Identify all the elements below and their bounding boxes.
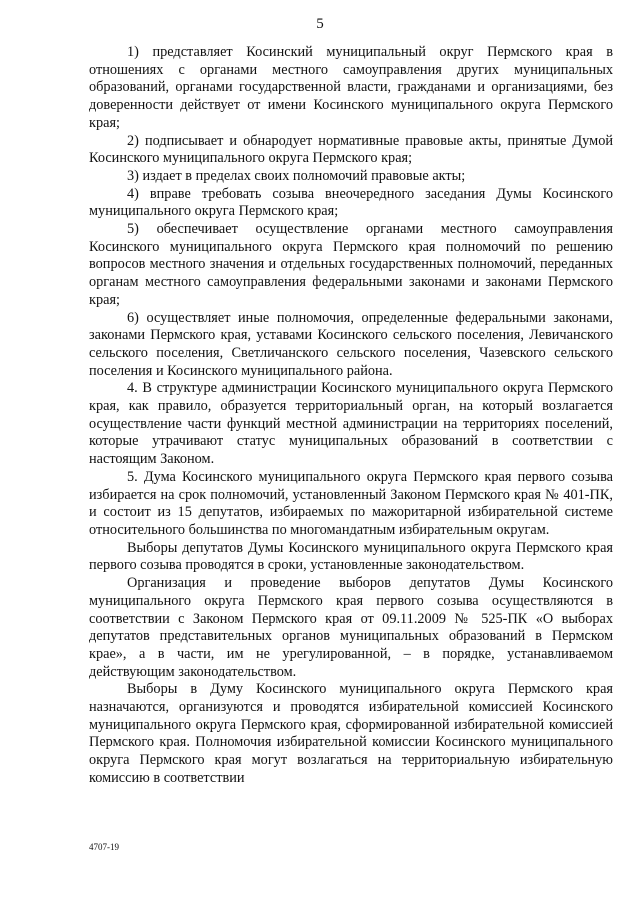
paragraph-1: 1) представляет Косинский муниципальный округ Пермского края в отношениях с органами местного самоуправления других муниципальных образований, органами государственной власти, гражданами и организациями, без доверенности действует от имени Косинского муниципального округа Пермского края; <box>89 44 613 131</box>
paragraph-2: 2) подписывает и обнародует нормативные правовые акты, принятые Думой Косинского муниципального округа Пермского края; <box>89 132 613 167</box>
paragraph-8: 5. Дума Косинского муниципального округа Пермского края первого созыва избирается на срок полномочий, установленный Законом Пермского края № 401-ПК, и состоит из 15 депутатов, избираемых по мажоритарной избирательной системе относительного большинства по многомандатным избирательным округам. <box>89 468 613 538</box>
paragraph-3: 3) издает в пределах своих полномочий правовые акты; <box>127 167 466 184</box>
paragraph-6: 6) осуществляет иные полномочия, определенные федеральными законами, законами Пермского края, уставами Косинского сельского поселения, Левичанского сельского поселения, Светличанского сельского поселения, Чазевского сельского поселения и Косинского муниципального района. <box>89 309 613 379</box>
document-code: 4707-19 <box>89 842 119 852</box>
paragraph-4: 4) вправе требовать созыва внеочередного заседания Думы Косинского муниципального округа Пермского края; <box>89 185 613 220</box>
paragraph-9: Выборы депутатов Думы Косинского муниципального округа Пермского края первого созыва проводятся в сроки, установленные законодательством. <box>89 539 613 574</box>
paragraph-10: Организация и проведение выборов депутатов Думы Косинского муниципального округа Пермского края первого созыва осуществляются в соответствии с Законом Пермского края от 09.11.2009 № 525-ПК «О выборах депутатов представительных органов муниципальных образований в Пермском крае», а в части, им не урегулированной, – в порядке, устанавливаемом действующим законодательством. <box>89 575 613 680</box>
body-text <box>89 44 613 788</box>
paragraph-11: Выборы в Думу Косинского муниципального округа Пермского края назначаются, организуются и проводятся избирательной комиссией Косинского муниципального округа Пермского края, сформированной избирательной комиссией Пермского края. Полномочия избирательной комиссии Косинского муниципального округа Пермского края могут возлагаться на территориальную избирательную комиссию в соответствии <box>89 681 613 786</box>
paragraph-5: 5) обеспечивает осуществление органами местного самоуправления Косинского муниципального округа Пермского края полномочий по решению вопросов местного значения и отдельных государственных полномочий, переданных органам местного самоуправления федеральными законами и законами Пермского края; <box>89 221 613 308</box>
paragraph-7: 4. В структуре администрации Косинского муниципального округа Пермского края, как правило, образуется территориальный орган, на который возлагается осуществление части функций местной администрации на территориях поселений, которые утрачивают статус муниципальных образований в соответствии с настоящим Законом. <box>89 380 613 468</box>
page-number: 5 <box>316 16 324 32</box>
